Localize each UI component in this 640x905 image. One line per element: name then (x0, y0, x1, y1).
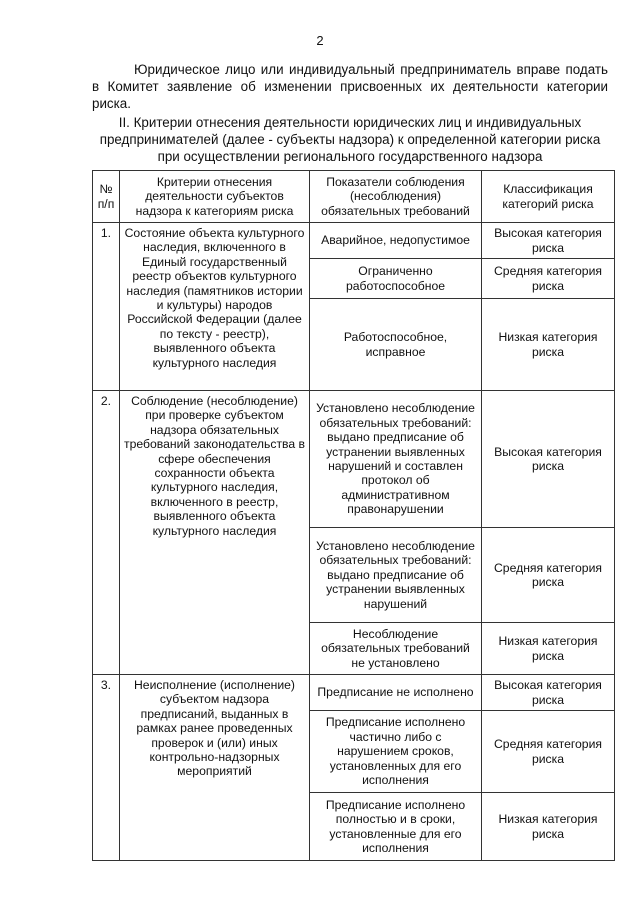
intro-paragraph: Юридическое лицо или индивидуальный предприниматель вправе подать в Комитет заявление об изменении присвоенных их деятельности категории риска. (92, 62, 608, 111)
category-cell: Средняя категория риска (482, 528, 615, 623)
indicator-cell: Предписание исполнено частично либо с нарушением сроков, установленных для его исполнения (310, 711, 482, 793)
table-row (93, 391, 615, 528)
category-cell: Средняя категория риска (482, 259, 615, 299)
category-cell: Низкая категория риска (482, 623, 615, 675)
row-number: 3. (93, 675, 120, 861)
header-indicators: Показатели соблюдения (несоблюдения) обязательных требований (310, 171, 482, 223)
row-number: 2. (93, 391, 120, 675)
category-cell: Высокая категория риска (482, 391, 615, 528)
risk-criteria-table (92, 170, 615, 861)
header-criteria: Критерии отнесения деятельности субъектов надзора к категориям риска (120, 171, 310, 223)
criterion-cell: Соблюдение (несоблюдение) при проверке субъектом надзора обязательных требований законодательства в сфере обеспечения сохранности объекта культурного наследия, включенного в реестр, выявленного объекта культурного наследия (120, 391, 310, 675)
table-header-row (93, 171, 615, 223)
row-number: 1. (93, 223, 120, 391)
category-cell: Средняя категория риска (482, 711, 615, 793)
table-row (93, 675, 615, 711)
category-cell: Низкая категория риска (482, 299, 615, 391)
indicator-cell: Аварийное, недопустимое (310, 223, 482, 259)
category-cell: Низкая категория риска (482, 793, 615, 861)
header-num: № п/п (93, 171, 120, 223)
section-title: II. Критерии отнесения деятельности юридических лиц и индивидуальных предпринимателей (далее - субъекты надзора) к определенной категории риска при осуществлении регионального государственного надзора (99, 115, 601, 164)
table-row (93, 223, 615, 259)
indicator-cell: Несоблюдение обязательных требований не установлено (310, 623, 482, 675)
criterion-cell: Неисполнение (исполнение) субъектом надзора предписаний, выданных в рамках ранее проведенных проверок и (или) иных контрольно-надзорных мероприятий (120, 675, 310, 861)
indicator-cell: Установлено несоблюдение обязательных требований: выдано предписание об устранении выявленных нарушений и составлен протокол об административном правонарушении (310, 391, 482, 528)
header-classification: Классификация категорий риска (482, 171, 615, 223)
indicator-cell: Установлено несоблюдение обязательных требований: выдано предписание об устранении выявленных нарушений (310, 528, 482, 623)
indicator-cell: Предписание не исполнено (310, 675, 482, 711)
indicator-cell: Ограниченно работоспособное (310, 259, 482, 299)
criterion-cell: Состояние объекта культурного наследия, включенного в Единый государственный реестр объектов культурного наследия (памятников истории и культуры) народов Российской Федерации (далее по тексту - реестр), выявленного объекта культурного наследия (120, 223, 310, 391)
category-cell: Высокая категория риска (482, 223, 615, 259)
indicator-cell: Предписание исполнено полностью и в сроки, установленные для его исполнения (310, 793, 482, 861)
category-cell: Высокая категория риска (482, 675, 615, 711)
page-number: 2 (316, 33, 324, 48)
indicator-cell: Работоспособное, исправное (310, 299, 482, 391)
